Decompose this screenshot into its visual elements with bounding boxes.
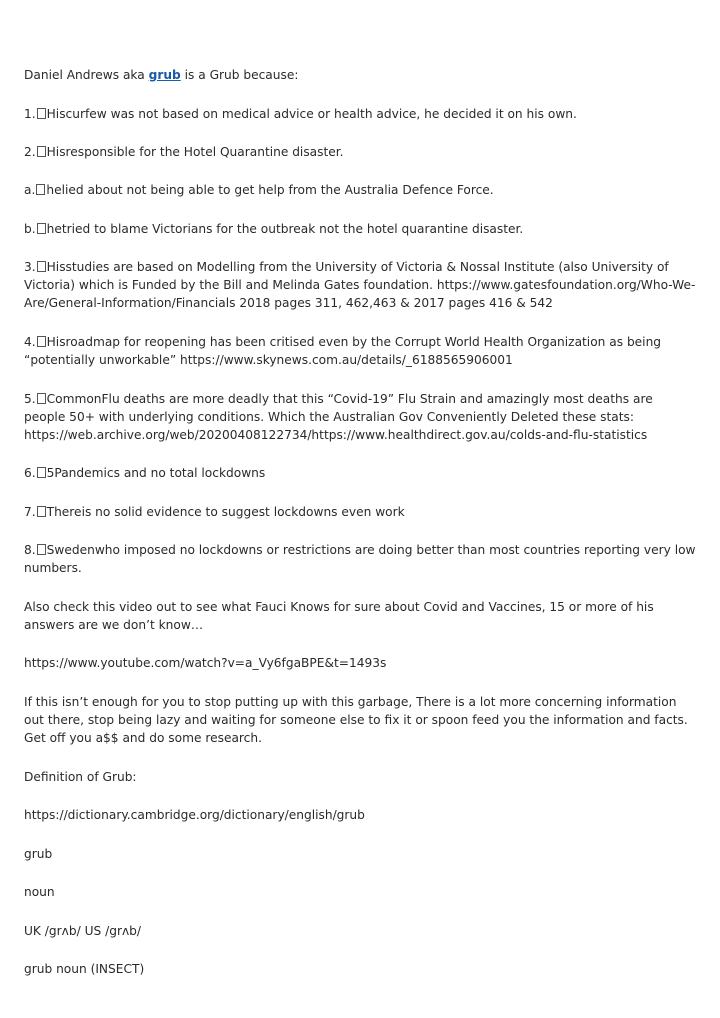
point-label: a. [24,183,36,197]
point-word: he [46,222,62,236]
missing-glyph-icon [37,393,46,404]
point-text: is no solid evidence to suggest lockdowns even work [81,505,405,519]
point-word: There [46,505,82,519]
point-label: 3. [24,260,36,274]
point-word: His [46,107,66,121]
missing-glyph-icon [37,467,46,478]
missing-glyph-icon [37,146,46,157]
intro-text-before: Daniel Andrews aka [24,68,149,82]
point-word: His [46,145,66,159]
pronunciation: UK /grʌb/ US /grʌb/ [24,924,142,938]
point-text: responsible for the Hotel Quarantine disaster. [65,145,344,159]
part-of-speech: noun [24,885,55,899]
missing-glyph-icon [36,184,45,195]
missing-glyph-icon [37,506,46,517]
point-text: curfew was not based on medical advice or health advice, he decided it on his own. [65,107,577,121]
point-label: 6. [24,466,36,480]
list-item [24,258,696,312]
point-text: lied about not being able to get help from the Australia Defence Force. [61,183,494,197]
list-item [24,464,696,482]
point-text: who imposed no lockdowns or restrictions are doing better than most countries reporting very low numbers. [24,543,696,575]
cambridge-url: https://dictionary.cambridge.org/dictionary/english/grub [24,808,365,822]
missing-glyph-icon [37,544,46,555]
list-item [24,333,696,369]
point-label: 5. [24,392,36,406]
missing-glyph-icon [37,223,46,234]
list-item [24,105,696,123]
point-label: 7. [24,505,36,519]
grub-link[interactable]: grub [148,68,181,82]
definition-word: grub [24,847,53,861]
point-text: Flu deaths are more deadly that this “Covid-19” Flu Strain and amazingly most deaths are people 50+ with underlying conditions. Which the Australian Gov Conveniently Deleted these stats: https://web.archive.org/web/20200408122734/https://www.healthdirect.gov.au/colds-and-flu-statistics [24,392,653,442]
list-item [24,541,696,577]
list-item [24,220,696,238]
intro-text-after: is a Grub because: [180,68,299,82]
missing-glyph-icon [37,108,46,119]
youtube-url: https://www.youtube.com/watch?v=a_Vy6fgaBPE&t=1493s [24,656,387,670]
point-label: 1. [24,107,36,121]
intro-paragraph [24,66,696,84]
missing-glyph-icon [37,336,46,347]
list-item [24,503,696,521]
point-label: 2. [24,145,36,159]
point-label: 4. [24,335,36,349]
point-word: he [46,183,62,197]
point-text: tried to blame Victorians for the outbreak not the hotel quarantine disaster. [61,222,524,236]
point-text: studies are based on Modelling from the University of Victoria & Nossal Institute (also University of Victoria) which is Funded by the Bill and Melinda Gates foundation. https://www.gatesfoundation.org/Who-We-Are/General-Information/Financials 2018 pages 311, 462,463 & 2017 pages 416 & 542 [24,260,696,310]
list-item [24,143,696,161]
point-word: His [46,260,66,274]
missing-glyph-icon [37,261,46,272]
point-label: b. [24,222,36,236]
point-word: Common [46,392,102,406]
point-text: roadmap for reopening has been critised even by the Corrupt World Health Organization as being “potentially unworkable” https://www.skynews.com.au/details/_6188565906001 [24,335,662,367]
list-item [24,181,696,199]
point-word: 5 [46,466,55,480]
garbage-paragraph: If this isn’t enough for you to stop putting up with this garbage, There is a lot more concerning information out there, stop being lazy and waiting for someone else to fix it or spoon feed you the information and facts. Get off you a$$ and do some research. [24,695,688,745]
point-text: Pandemics and no total lockdowns [54,466,266,480]
list-item [24,390,696,444]
point-word: Sweden [46,543,95,557]
definition-heading: Definition of Grub: [24,770,137,784]
point-word: His [46,335,66,349]
point-label: 8. [24,543,36,557]
sense-heading: grub noun (INSECT) [24,962,145,976]
fauci-paragraph: Also check this video out to see what Fauci Knows for sure about Covid and Vaccines, 15 or more of his answers are we don’t know… [24,600,654,632]
